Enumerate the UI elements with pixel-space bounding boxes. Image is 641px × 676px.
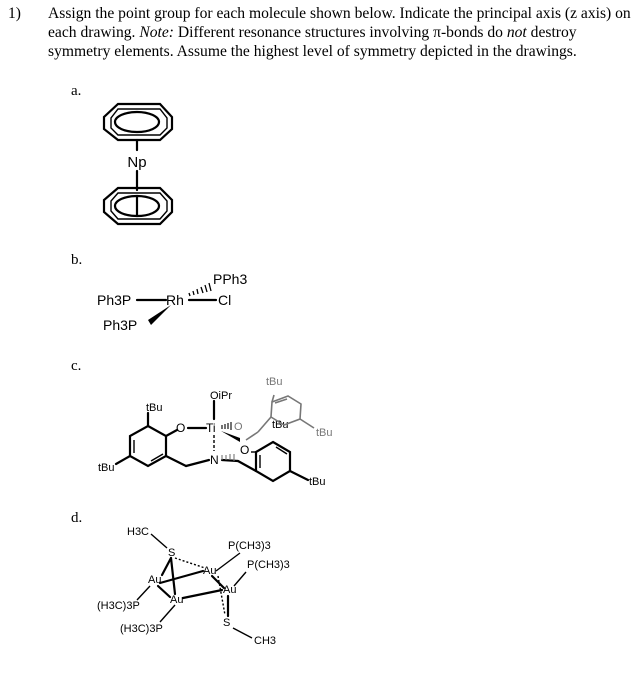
atom-tbu-6: tBu <box>309 476 326 488</box>
molecule-d <box>97 526 290 647</box>
atom-pme3-4: (H3C)3P <box>120 623 163 635</box>
atom-au-3: Au <box>223 584 237 596</box>
atom-tbu-5: tBu <box>98 462 115 474</box>
atom-ch3: CH3 <box>254 635 277 647</box>
atom-rh: Rh <box>166 292 184 308</box>
atom-s-top: S <box>168 547 176 559</box>
atom-pme3-3: (H3C)3P <box>97 600 140 612</box>
part-d-label: d. <box>71 510 83 526</box>
not-emphasis: not <box>506 24 527 41</box>
atom-ph3p-left: Ph3P <box>97 292 132 308</box>
atom-o-1: O <box>176 421 186 435</box>
atom-tbu-3: tBu <box>272 419 289 431</box>
atom-o-2: O <box>234 421 243 433</box>
note-label: Note: <box>139 24 175 41</box>
atom-tbu-1: tBu <box>146 402 163 414</box>
part-a-label: a. <box>71 83 82 99</box>
atom-ph3p-bottom: Ph3P <box>103 317 138 333</box>
atom-ti: Ti <box>206 421 216 435</box>
atom-tbu-4: tBu <box>316 427 333 439</box>
atom-pme3-1: P(CH3)3 <box>228 540 271 552</box>
atom-np: Np <box>127 154 147 171</box>
question-number: 1) <box>8 5 21 22</box>
molecule-a <box>104 104 172 224</box>
atom-oipr: OiPr <box>210 390 232 402</box>
atom-cl: Cl <box>218 292 232 308</box>
atom-au-1: Au <box>203 565 217 577</box>
molecule-b <box>97 271 247 333</box>
atom-h3c: H3C <box>127 526 150 538</box>
molecule-c <box>98 376 333 488</box>
atom-s-bottom: S <box>223 617 231 629</box>
atom-o-3: O <box>240 443 250 457</box>
atom-au-2: Au <box>148 574 162 586</box>
atom-pph3-top: PPh3 <box>213 271 248 287</box>
part-b-label: b. <box>71 252 83 268</box>
atom-pme3-2: P(CH3)3 <box>247 559 290 571</box>
atom-n: N <box>210 453 219 467</box>
atom-au-4: Au <box>170 594 184 606</box>
part-c-label: c. <box>71 358 82 374</box>
atom-tbu-2: tBu <box>266 376 283 388</box>
question-body: Assign the point group for each molecule shown below. Indicate the principal axis (z axis) on each drawing. Note: Different resonance structures involving π-bonds do not destroy symmetry elements. Assume the highest level of symmetry depicted in the drawings. <box>48 5 631 60</box>
